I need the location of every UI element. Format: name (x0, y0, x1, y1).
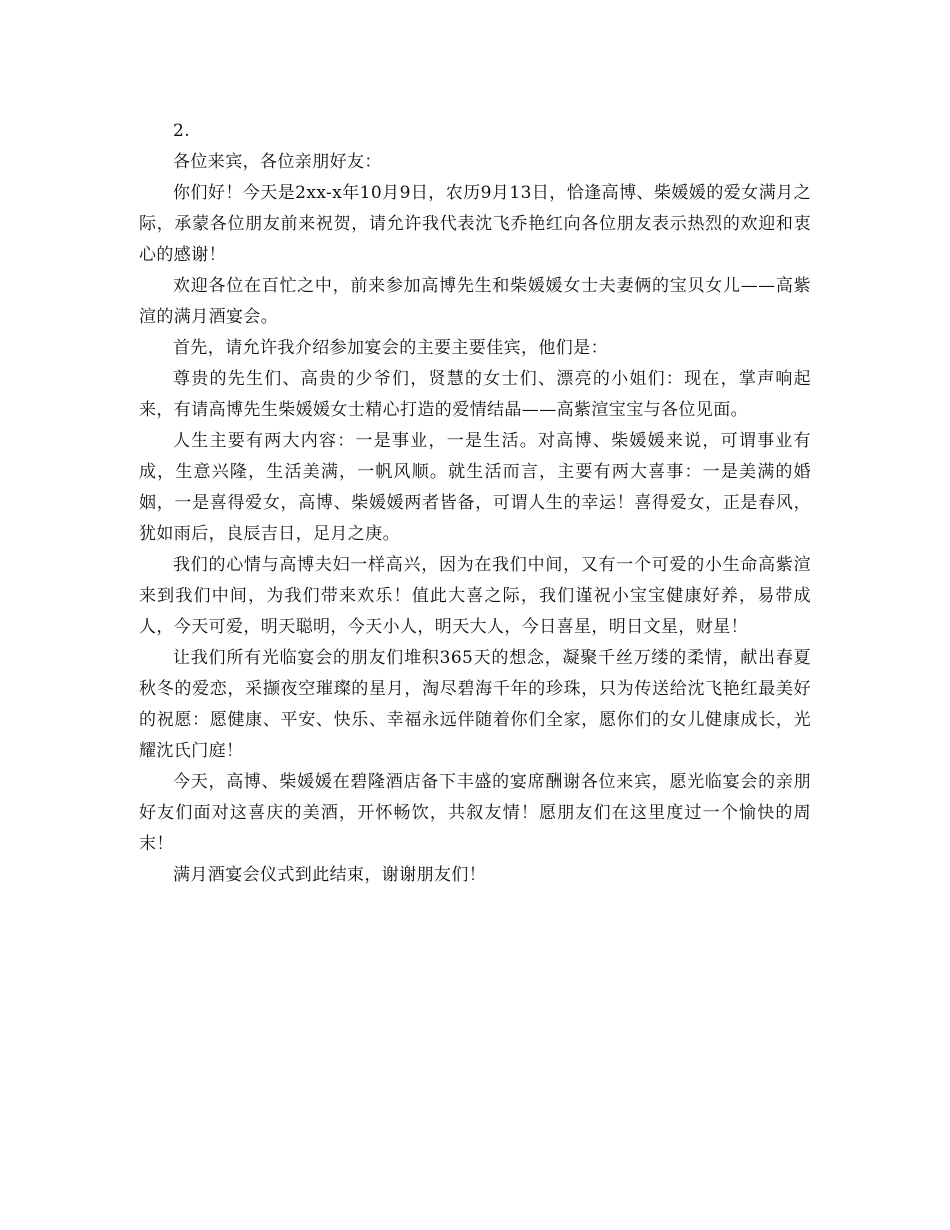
paragraph-banquet: 欢迎各位在百忙之中，前来参加高博先生和柴媛媛女士夫妻俩的宝贝女儿——高紫渲的满月酒宴会。 (139, 276, 811, 327)
paragraph-guests-intro: 首先，请允许我介绍参加宴会的主要主要佳宾，他们是： (173, 338, 608, 358)
greeting-line: 各位来宾，各位亲朋好友： (173, 152, 382, 172)
document-body (139, 116, 811, 891)
section-number: 2. (173, 121, 191, 141)
paragraph-welcome: 你们好！今天是2xx-x年10月9日，农历9月13日，恰逢高博、柴媛媛的爱女满月之际，承蒙各位朋友前来祝贺，请允许我代表沈飞乔艳红向各位朋友表示热烈的欢迎和衷心的感谢！ (139, 183, 811, 265)
paragraph-closing: 满月酒宴会仪式到此结束，谢谢朋友们！ (173, 865, 487, 885)
paragraph-life: 人生主要有两大内容：一是事业，一是生活。对高博、柴媛媛来说，可谓事业有成，生意兴隆，生活美满，一帆风顺。就生活而言，主要有两大喜事：一是美满的婚姻，一是喜得爱女，高博、柴媛媛两者皆备，可谓人生的幸运！喜得爱女，正是春风，犹如雨后，良辰吉日，足月之庚。 (139, 431, 811, 544)
paragraph-thanks: 今天，高博、柴媛媛在碧隆酒店备下丰盛的宴席酬谢各位来宾，愿光临宴会的亲朋好友们面对这喜庆的美酒，开怀畅饮，共叙友情！愿朋友们在这里度过一个愉快的周末！ (139, 772, 811, 854)
paragraph-wishes: 让我们所有光临宴会的朋友们堆积365天的想念，凝聚千丝万缕的柔情，献出春夏秋冬的爱恋，采撷夜空璀璨的星月，淘尽碧海千年的珍珠，只为传送给沈飞艳红最美好的祝愿：愿健康、平安、快乐、幸福永远伴随着你们全家，愿你们的女儿健康成长，光耀沈氏门庭！ (139, 648, 811, 761)
paragraph-blessing: 我们的心情与高博夫妇一样高兴，因为在我们中间，又有一个可爱的小生命高紫渲来到我们中间，为我们带来欢乐！值此大喜之际，我们谨祝小宝宝健康好养，易带成人，今天可爱，明天聪明，今天小人，明天大人，今日喜星，明日文星，财星！ (139, 555, 811, 637)
paragraph-baby-introduction: 尊贵的先生们、高贵的少爷们，贤慧的女士们、漂亮的小姐们：现在，掌声响起来，有请高博先生柴媛媛女士精心打造的爱情结晶——高紫渲宝宝与各位见面。 (139, 369, 811, 420)
